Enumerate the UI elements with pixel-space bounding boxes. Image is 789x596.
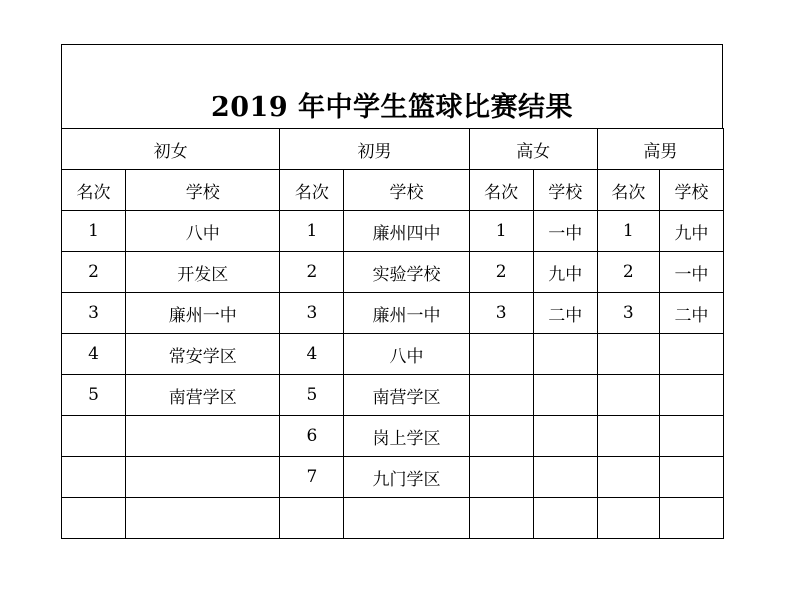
school-cell: 开发区: [126, 252, 280, 293]
sub-header-row: [62, 170, 724, 211]
school-cell: [659, 416, 723, 457]
table-row: [62, 293, 724, 334]
rank-cell: 1: [469, 211, 533, 252]
rank-cell: [280, 498, 344, 539]
table-row: [62, 457, 724, 498]
rank-cell: 3: [597, 293, 659, 334]
table-row: [62, 498, 724, 539]
rank-cell: 5: [280, 375, 344, 416]
school-cell: 廉州四中: [344, 211, 469, 252]
school-cell: 廉州一中: [344, 293, 469, 334]
school-cell: [533, 375, 597, 416]
rank-cell: [469, 416, 533, 457]
school-cell: [533, 334, 597, 375]
school-cell: 一中: [659, 252, 723, 293]
school-cell: [126, 457, 280, 498]
rank-header: 名次: [62, 170, 126, 211]
school-cell: 常安学区: [126, 334, 280, 375]
school-cell: 九门学区: [344, 457, 469, 498]
group-header-junior-girls: 初女: [62, 129, 280, 170]
rank-cell: 1: [597, 211, 659, 252]
rank-cell: 4: [62, 334, 126, 375]
rank-cell: 2: [280, 252, 344, 293]
rank-cell: [597, 498, 659, 539]
school-cell: 二中: [533, 293, 597, 334]
school-header: 学校: [344, 170, 469, 211]
school-cell: 八中: [126, 211, 280, 252]
school-cell: 九中: [533, 252, 597, 293]
rank-cell: 7: [280, 457, 344, 498]
table-row: [62, 375, 724, 416]
rank-cell: [597, 375, 659, 416]
rank-cell: 2: [62, 252, 126, 293]
results-sheet: [61, 44, 723, 539]
school-cell: 南营学区: [126, 375, 280, 416]
school-cell: [126, 498, 280, 539]
group-header-junior-boys: 初男: [280, 129, 469, 170]
table-row: [62, 252, 724, 293]
rank-cell: 5: [62, 375, 126, 416]
school-cell: 一中: [533, 211, 597, 252]
school-cell: 二中: [659, 293, 723, 334]
results-table: [61, 128, 724, 539]
rank-cell: [597, 416, 659, 457]
group-header-row: [62, 129, 724, 170]
school-cell: [659, 498, 723, 539]
rank-cell: 4: [280, 334, 344, 375]
school-cell: [126, 416, 280, 457]
school-cell: [659, 375, 723, 416]
table-row: [62, 334, 724, 375]
school-cell: 八中: [344, 334, 469, 375]
rank-cell: [469, 375, 533, 416]
school-cell: [533, 498, 597, 539]
rank-header: 名次: [597, 170, 659, 211]
page-title: 2019 年中学生篮球比赛结果: [210, 92, 574, 123]
school-header: 学校: [126, 170, 280, 211]
school-cell: [659, 457, 723, 498]
rank-cell: 2: [597, 252, 659, 293]
school-header: 学校: [659, 170, 723, 211]
school-header: 学校: [533, 170, 597, 211]
rank-cell: 3: [62, 293, 126, 334]
rank-cell: 2: [469, 252, 533, 293]
school-cell: 岗上学区: [344, 416, 469, 457]
group-header-senior-girls: 高女: [469, 129, 597, 170]
school-cell: 南营学区: [344, 375, 469, 416]
rank-cell: 1: [280, 211, 344, 252]
rank-cell: 1: [62, 211, 126, 252]
rank-cell: [469, 334, 533, 375]
school-cell: [344, 498, 469, 539]
title-row: [61, 44, 723, 128]
rank-cell: [597, 334, 659, 375]
school-cell: 廉州一中: [126, 293, 280, 334]
rank-cell: [62, 498, 126, 539]
rank-cell: [62, 457, 126, 498]
school-cell: [533, 457, 597, 498]
rank-header: 名次: [469, 170, 533, 211]
rank-cell: 6: [280, 416, 344, 457]
rank-header: 名次: [280, 170, 344, 211]
rank-cell: 3: [469, 293, 533, 334]
table-row: [62, 416, 724, 457]
rank-cell: [597, 457, 659, 498]
rank-cell: [469, 457, 533, 498]
table-row: [62, 211, 724, 252]
school-cell: [659, 334, 723, 375]
school-cell: 实验学校: [344, 252, 469, 293]
rank-cell: [62, 416, 126, 457]
rank-cell: 3: [280, 293, 344, 334]
school-cell: [533, 416, 597, 457]
school-cell: 九中: [659, 211, 723, 252]
rank-cell: [469, 498, 533, 539]
group-header-senior-boys: 高男: [597, 129, 723, 170]
